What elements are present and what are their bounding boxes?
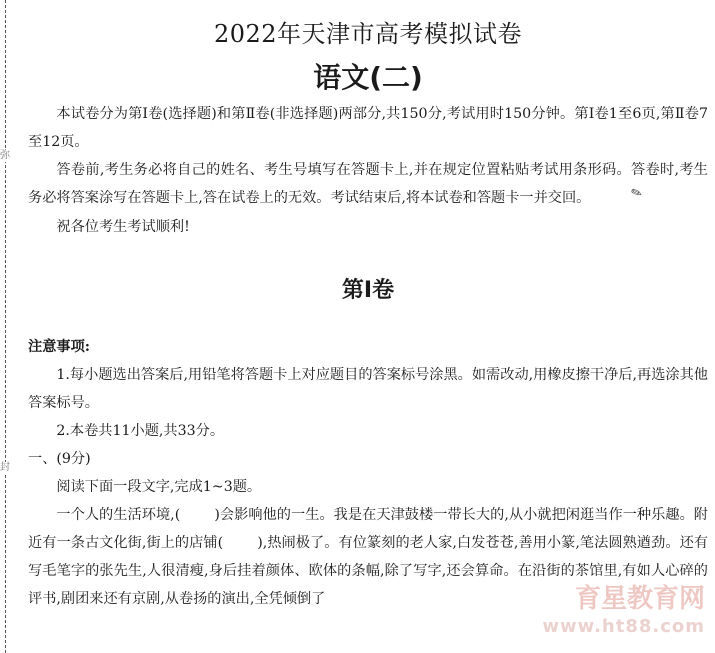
pen-mark-icon: ✎ (629, 184, 645, 203)
exam-title: 2022年天津市高考模拟试卷 (213, 20, 523, 48)
passage-part-c: ),热闹极了。有位篆刻的老人家,白发苍苍,善用小篆,笔法圆熟遒劲。还有写毛笔字的张先生,人很清瘦,身后挂着颜体、欧体的条幅,除了写字,还会算命。在沿街的茶馆里,有如人心碎的评书,剧团来还有京剧,从卷扬的演出,全凭倾倒了 (28, 535, 709, 607)
watermark-url: www.ht88.com (542, 616, 705, 637)
watermark-brand: 育星教育网 (574, 584, 705, 614)
intro-paragraph-2 (28, 156, 708, 213)
intro-paragraph-1: 本试卷分为第Ⅰ卷(选择题)和第Ⅱ卷(非选择题)两部分,共150分,考试用时150分钟。第Ⅰ卷1至6页,第Ⅱ卷7至12页。 (28, 106, 708, 150)
passage-part-b: )会影响他的一生。我是在天津鼓楼一带长大的,从小就把闲逛当作一种乐趣。附近有一条古文化街,街上的店铺( (28, 507, 708, 551)
section-1-heading: 一、(9分) (28, 451, 91, 467)
exam-page (28, 0, 708, 613)
subject-title: 语文(二) (313, 61, 423, 94)
watermark (542, 585, 705, 641)
intro-paragraph-2-text: 答卷前,考生务必将自己的姓名、考生号填写在答题卡上,并在规定位置粘贴考试用条形码。答卷时,考生务必将答案涂写在答题卡上,答在试卷上的无效。考试结束后,将本试卷和答题卡一并交回。 (28, 162, 708, 206)
section-1-instruction: 阅读下面一段文字,完成1~3题。 (56, 479, 262, 495)
notes-item-2: 2.本卷共11小题,共33分。 (56, 423, 225, 439)
margin-seal-char-top: 弥 (0, 150, 10, 161)
margin-seal-char-bottom: 封 (0, 462, 10, 473)
volume-title: 第Ⅰ卷 (341, 278, 395, 303)
intro-paragraph-3: 祝各位考生考试顺利! (56, 219, 190, 235)
notes-item-1: 1.每小题选出答案后,用铅笔将答题卡上对应题目的答案标号涂黑。如需改动,用橡皮擦干净后,再选涂其他答案标号。 (28, 367, 708, 411)
passage-part-a: 一个人的生活环境,( (56, 507, 181, 523)
binding-dashed-line (5, 0, 6, 653)
notes-heading: 注意事项: (28, 339, 90, 355)
